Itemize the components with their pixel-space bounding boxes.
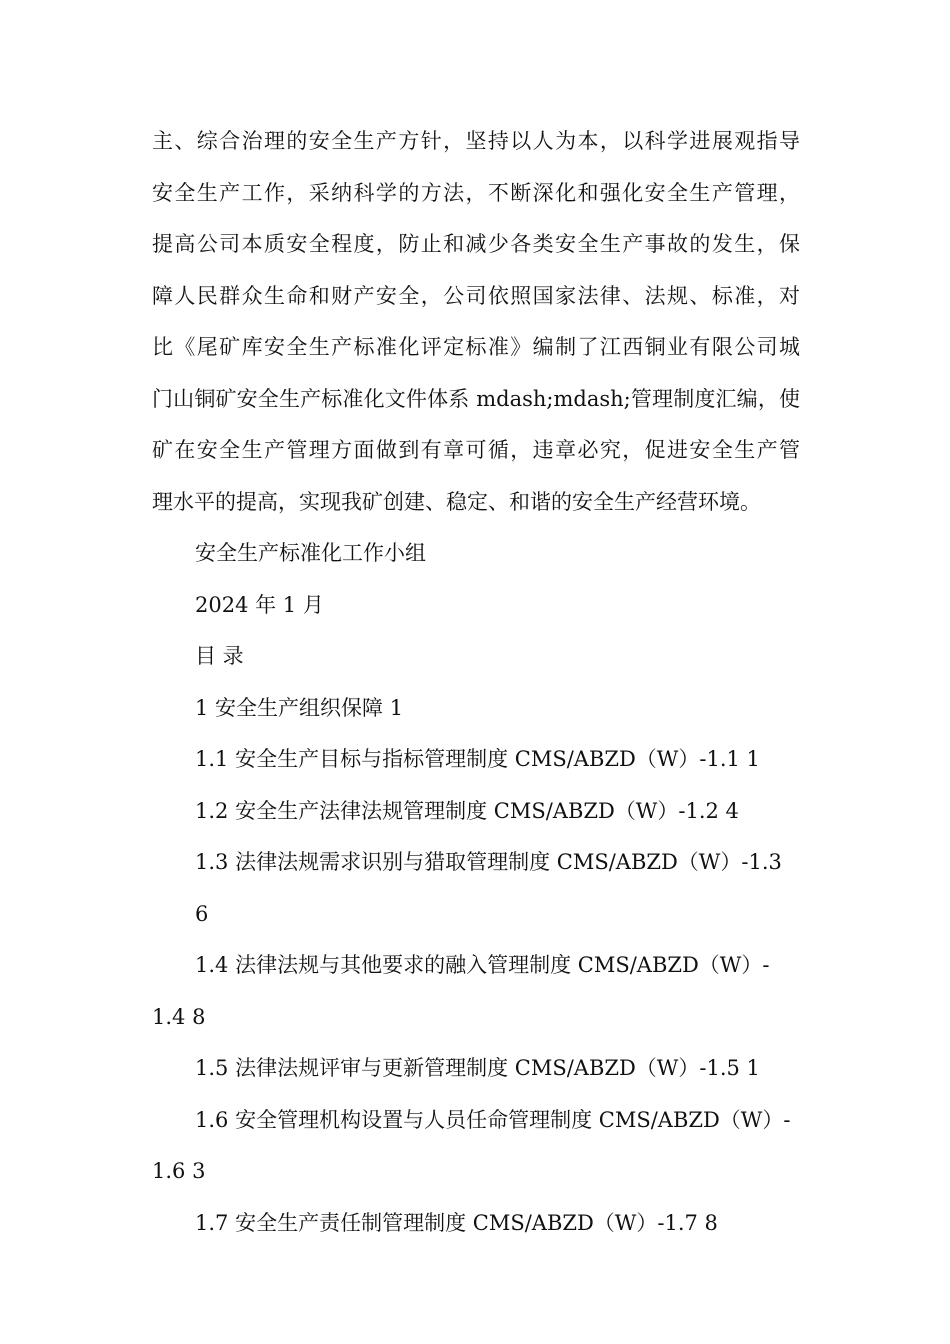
toc-entry-text: 1.1 安全生产目标与指标管理制度 CMS/ABZD（W）-1.1 1	[195, 747, 760, 771]
document-body	[152, 116, 800, 1249]
toc-entry	[152, 1043, 800, 1095]
signature-group: 安全生产标准化工作小组	[195, 541, 426, 565]
toc-entry-text: 1 安全生产组织保障 1	[195, 695, 404, 720]
intro-line: 门山铜矿安全生产标准化文件体系 mdash;mdash;管理制度汇编，使	[152, 386, 800, 411]
intro-line: 提高公司本质安全程度，防止和减少各类安全生产事故的发生，保	[152, 232, 800, 256]
toc-entry-text: 1.2 安全生产法律法规管理制度 CMS/ABZD（W）-1.2 4	[195, 798, 739, 823]
toc-title: 目 录	[195, 644, 244, 668]
toc-entry	[152, 786, 800, 838]
intro-paragraph	[152, 116, 800, 528]
intro-line: 比《尾矿库安全生产标准化评定标准》编制了江西铜业有限公司城	[152, 335, 800, 359]
toc-entry-text: 1.6 安全管理机构设置与人员任命管理制度 CMS/ABZD（W）-	[195, 1107, 791, 1132]
signature-date: 2024 年 1 月	[195, 592, 324, 617]
toc-entry-continuation: 1.4 8	[152, 1004, 206, 1029]
toc-entry-text: 1.7 安全生产责任制管理制度 CMS/ABZD（W）-1.7 8	[195, 1210, 718, 1235]
intro-line: 障人民群众生命和财产安全，公司依照国家法律、法规、标准，对	[152, 283, 800, 308]
toc-entry	[152, 1198, 800, 1250]
toc-entry	[152, 734, 800, 786]
toc-entry	[152, 940, 800, 1043]
toc-entry	[152, 683, 800, 735]
intro-line: 矿在安全生产管理方面做到有章可循，违章必究，促进安全生产管	[152, 438, 800, 462]
toc-entry-text: 1.3 法律法规需求识别与猎取管理制度 CMS/ABZD（W）-1.3 6	[195, 850, 782, 926]
toc-entry-text: 1.5 法律法规评审与更新管理制度 CMS/ABZD（W）-1.5 1	[195, 1056, 760, 1080]
toc-entry	[152, 1095, 800, 1198]
intro-line: 主、综合治理的安全生产方针，坚持以人为本，以科学进展观指导	[152, 129, 800, 153]
intro-line: 安全生产工作，采纳科学的方法，不断深化和强化安全生产管理，	[152, 180, 800, 205]
toc-entry-continuation: 1.6 3	[152, 1159, 206, 1183]
intro-line: 理水平的提高，实现我矿创建、稳定、和谐的安全生产经营环境。	[152, 489, 761, 514]
toc-entry-text: 1.4 法律法规与其他要求的融入管理制度 CMS/ABZD（W）-	[195, 953, 770, 977]
toc-entry	[152, 837, 800, 940]
